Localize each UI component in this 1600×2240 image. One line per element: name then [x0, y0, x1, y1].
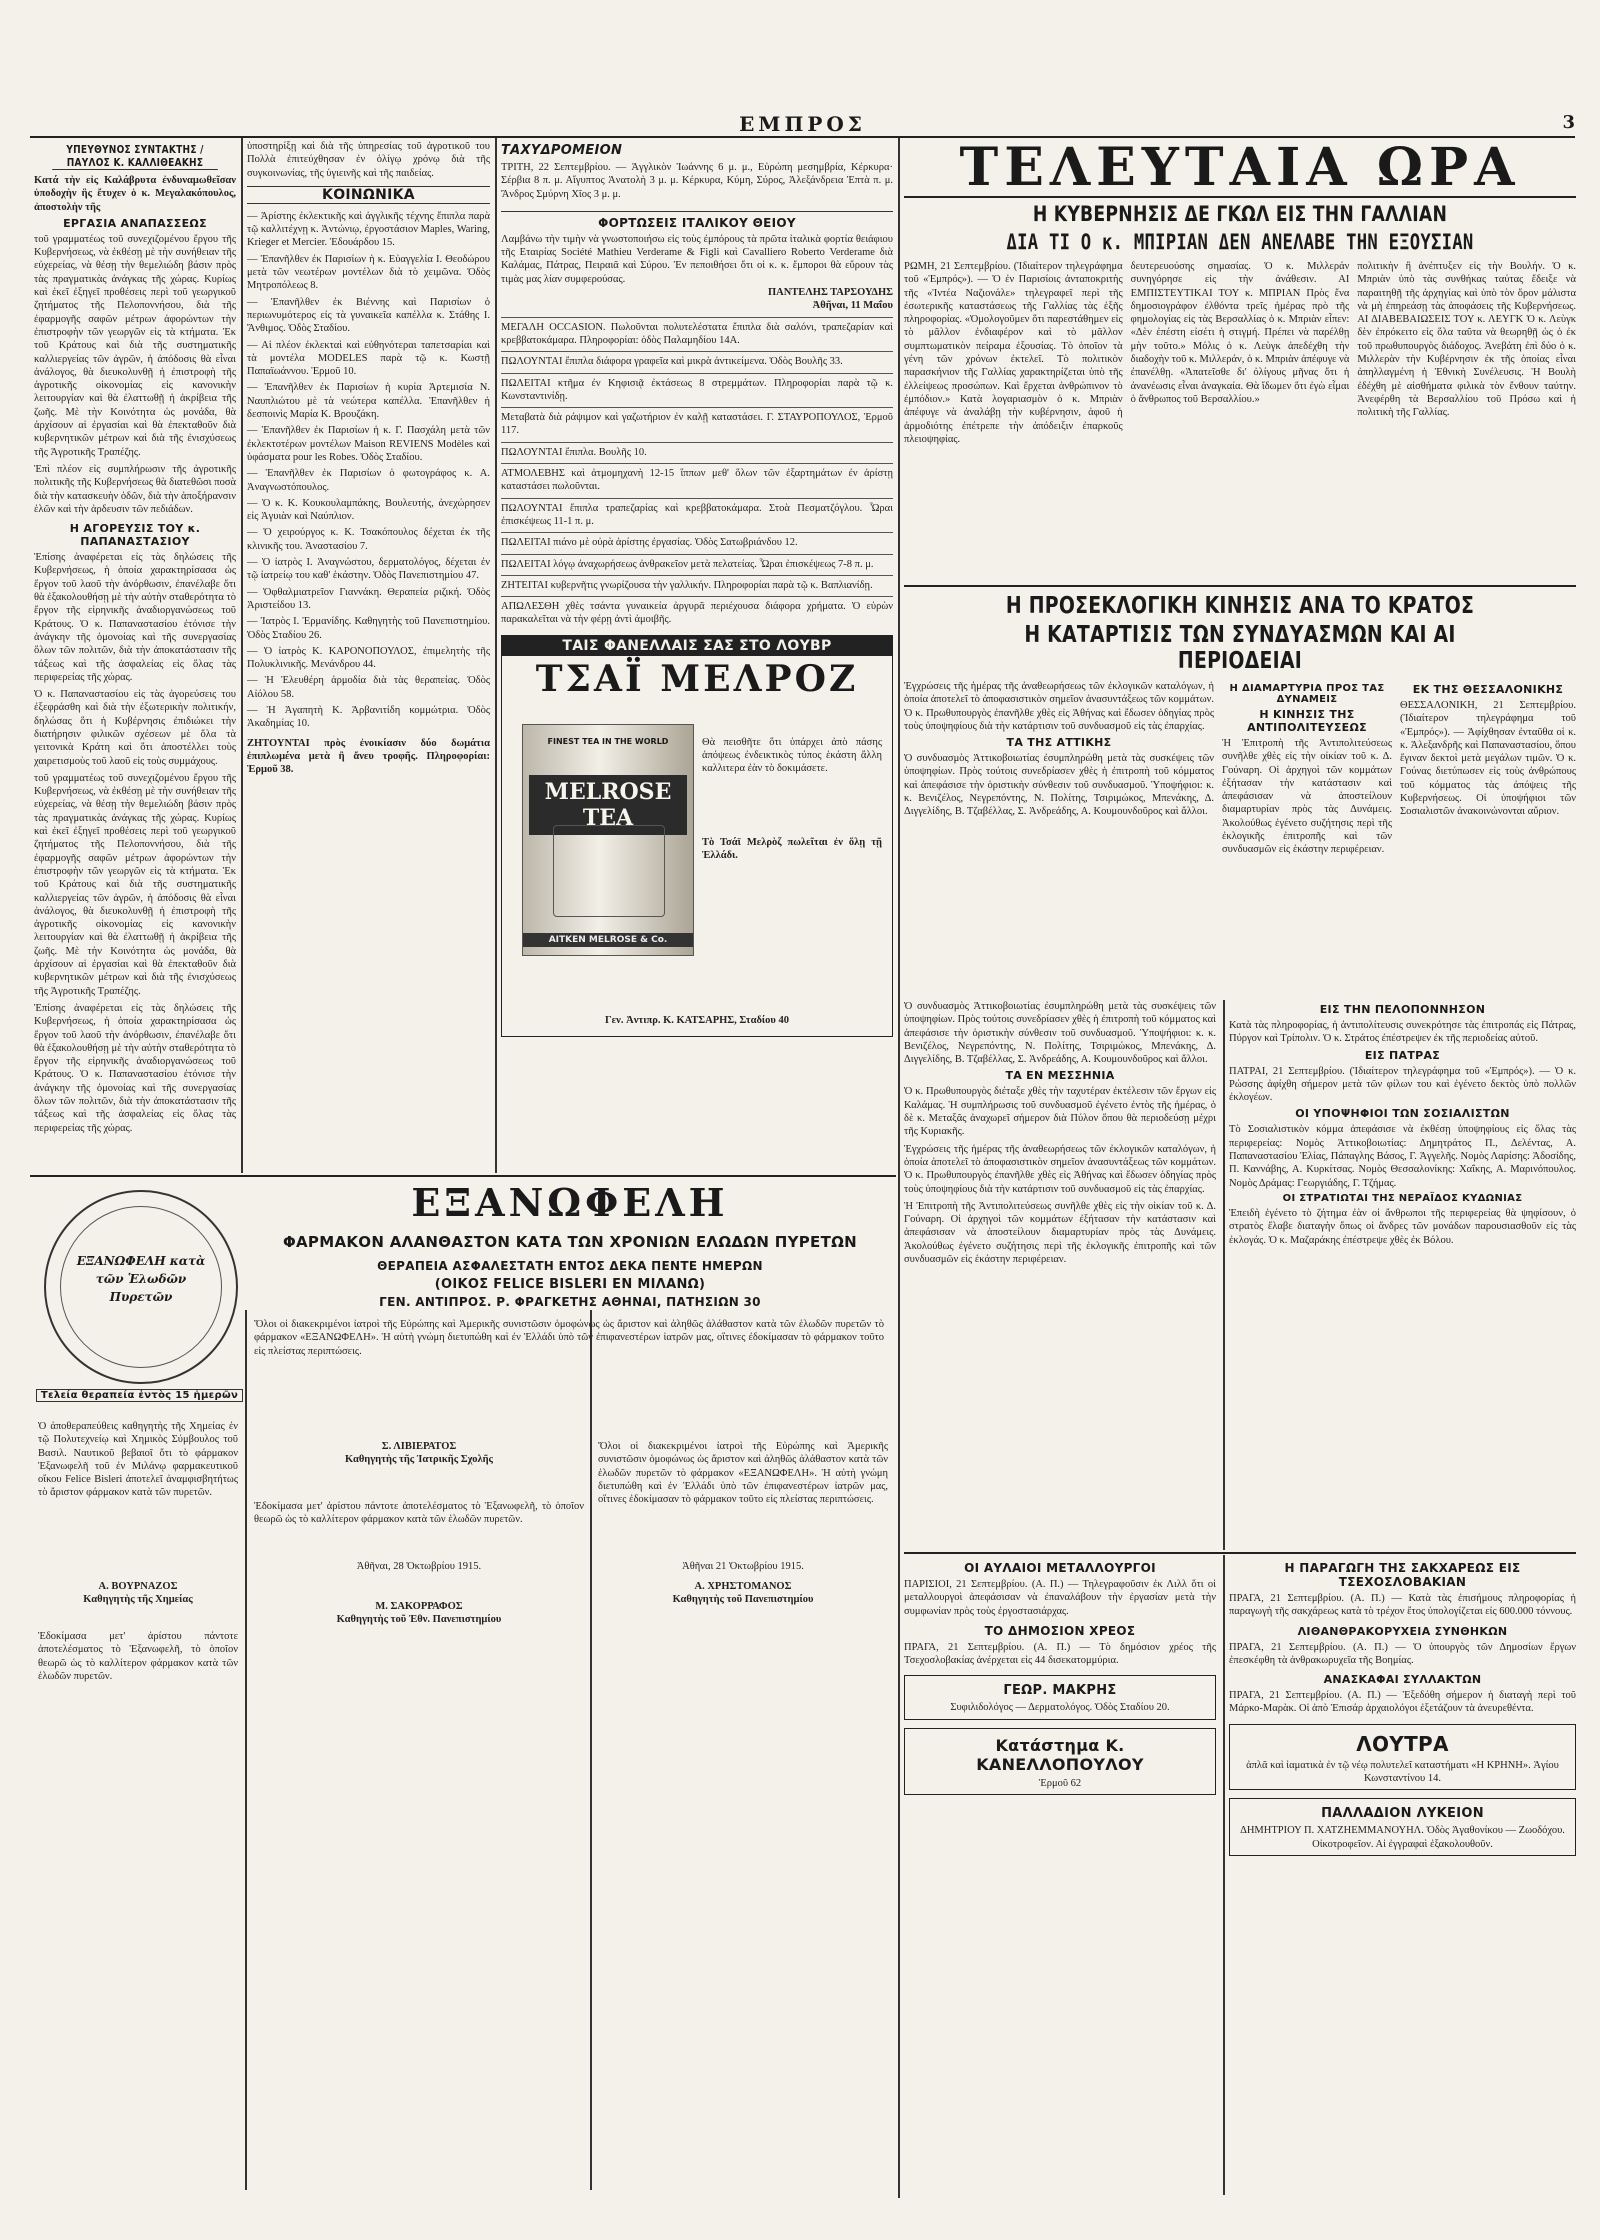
social-notice: — Ὁ ἰατρὸς Ι. Ἀναγνώστου, δερματολόγος, δέχεται ἐν τῷ ἰατρείῳ του καθ' ἑκάστην. Ὁδὸς Πανεπιστημίου 47. — [247, 557, 490, 582]
social-notice: — Ὀφθαλμιατρεῖον Γιαννάκη. Θεραπεία ριζική. Ὁδὸς Ἀριστείδου 13. — [247, 586, 490, 611]
main-subheadline-1: Η ΚΥΒΕΡΝΗΣΙΣ ΔΕ ΓΚΩΛ ΕΙΣ ΤΗΝ ΓΑΛΛΙΑΝ — [1032, 202, 1448, 226]
news-body-5: ΠΡΑΓΑ, 21 Σεπτεμβρίου. (Α. Π.) — Ἐξεδόθη σήμερον ἡ διαταγὴ περὶ τοῦ Μάρκο-Μαρὰκ. Οἱ ἀπὸ Ἐπισάρ ἀρχαιολόγοι ἐξετάζουν τὰ ἀνευρεθέντα. — [1229, 1690, 1576, 1715]
election-body-attica: Ὁ συνδυασμὸς Ἀττικοβοιωτίας ἐσυμπληρώθη μετὰ τὰς συσκέψεις τῶν ὑποψηφίων. Πρὸς τούτοις συνεδρίασεν χθὲς ἡ ἐπιτροπὴ τοῦ κόμματος καὶ ἀπεφάσισε τὴν ὁριστικὴν σύνθεσιν τοῦ συνδυασμοῦ. Ὑποψήφιοι: κ. κ. Βενιζέλος, Νεγρεπόντης, Ν. Πολίτης, Τσιριμώκος, Μπενάκης, Δ. Διγγελίδης, Β. Τζαβέλλας, Σ. Ἀνδρεάδης, Α. Κουμουνδοῦρος καὶ ἄλλοι. — [904, 753, 1214, 818]
bisleri-ad — [30, 1180, 896, 2210]
election-sub-protest: Η ΔΙΑΜΑΡΤΥΡΙΑ ΠΡΟΣ ΤΑΣ ΔΥΝΑΜΕΙΣ — [1229, 683, 1385, 705]
bisleri-signature-mid-3: Μ. ΣΑΚΟΡΡΑΦΟΣ Καθηγητὴς τοῦ Ἐθν. Πανεπιστημίου — [336, 1601, 502, 1626]
social-notice: — Ἐπανῆλθεν ἐκ Βιέννης καὶ Παρισίων ὁ περιωνυμότερος εἰς τὰ γυναικεῖα καπέλλα κ. Στάθης Ι. Ἄνθιμος. Ὁδὸς Σταδίου. — [247, 296, 490, 335]
election-continued — [904, 1000, 1216, 1550]
election-body-messinia-3: Ἡ Ἐπιτροπὴ τῆς Ἀντιπολιτεύσεως συνῆλθε χθὲς εἰς τὴν οἰκίαν τοῦ κ. Δ. Γούναρη. Οἱ ἀρχηγοὶ τῶν κομμάτων ἐξήτασαν τὴν κατάστασιν καὶ ἀπεφάσισαν νὰ ἀποστείλουν διαμαρτυρίαν πρὸς τὰς Δυνάμεις. Ἀκολούθως ἐγένετο συζήτησις περὶ τῆς ἐκλογικῆς ἐπιτροπῆς καὶ τῶν συνδυασμῶν εἰς ἑκάστην περιφέρειαν. — [904, 1200, 1216, 1266]
social-heading: ΚΟΙΝΩΝΙΚΑ — [247, 186, 490, 204]
sulfur-ad-heading: ΦΟΡΤΩΣΕΙΣ ΙΤΑΛΙΚΟΥ ΘΕΙΟΥ — [501, 211, 893, 230]
tea-body: Θὰ πεισθῆτε ὅτι ὑπάρχει ἀπὸ πάσης ἀπόψεως ἐνδεικτικὸς τύπος ἑκάστη ἄλλη καλλιτερα ἐὰν τὸ δοκιμάσετε. — [702, 736, 882, 775]
social-notice: — Ἰατρὸς Ι. Ἐρμανίδης. Καθηγητὴς τοῦ Πανεπιστημίου. Ὁδὸς Σταδίου 26. — [247, 616, 490, 641]
news-heading-3: Η ΠΑΡΑΓΩΓΗ ΤΗΣ ΣΑΚΧΑΡΕΩΣ ΕΙΣ ΤΣΕΧΟΣΛΟΒΑΚΙΑΝ — [1284, 1561, 1521, 1589]
election-right-column — [1229, 1000, 1576, 1550]
tea-agent: Γεν. Ἀντιπρ. Κ. ΚΑΤΣΑΡΗΣ, Σταδίου 40 — [605, 1015, 789, 1027]
main-column-a: ΡΩΜΗ, 21 Σεπτεμβρίου. (Ἰδιαίτερον τηλεγράφημα τοῦ «Ἐμπρός»). — Ὁ ἐν Παρισίοις ἀνταποκριτὴς τῆς «Ἰντέα Ναζιονάλε» τηλεγραφεῖ περὶ τῆς ἐσωτερικῆς καταστάσεως τῆς Γαλλίας τὰς ἑξῆς πληροφορίας. «Ὁμολογοῦμεν ὅτι παρεστάθημεν εἰς τὸ μᾶλλον ἐνδιαφέρον καὶ τὸ μᾶλλον συμπτωματικὸν πείραμα ἐξουσίας. Τὸ ὁποῖον τὰ γένη τῶν χρόνων ἐκτελεῖ. Τὸ πολιτικὸν παρασκήνιον τῆς Γαλλίας χαρακτηρίζεται ὑπὸ τῆς ἐλλείψεως προσώπων. Καὶ ἔρχεται ἀνθρώπινον τὸ ἐμπόδιον.» Κατὰ λογαριασμὸν ὁ κ. Μπριὰν ἀπέφυγε νὰ ἀναλάβῃ τὴν κυβέρνησιν, ἀφοῦ ἡ ἀρμοδιότης ἐπέτρεπε τὴν ἀπόδειξιν ἐπαρκοῦς πλειοψηφίας. — [904, 261, 1123, 445]
election-sub-peloponnese: ΕΙΣ ΤΗΝ ΠΕΛΟΠΟΝΝΗΣΟΝ — [1319, 1003, 1486, 1016]
news-heading-2: ΤΟ ΔΗΜΟΣΙΟΝ ΧΡΕΟΣ — [984, 1623, 1136, 1638]
tea-banner: ΤΑΙΣ ΦΑΝΕΛΛΑΙΣ ΣΑΣ ΣΤΟ ΛΟΥΒΡ — [502, 636, 892, 656]
social-notices-list — [247, 210, 490, 731]
social-notice: — Ὁ ἰατρὸς Κ. ΚΑΡΟΝΟΠΟΥΛΟΣ, ἐπιμελητὴς τῆς Πολυκλινικῆς. Μενάνδρου 44. — [247, 645, 490, 671]
column-1-label: ΕΡΓΑΣΙΑ ΑΝΑΠΑΣΣΕΩΣ — [63, 216, 207, 230]
main-headline: ΤΕΛΕΥΤΑΙΑ ΩΡΑ — [904, 140, 1576, 198]
bisleri-signature-right: Α. ΧΡΗΣΤΟΜΑΝΟΣ Καθηγητὴς τοῦ Πανεπιστημίου — [672, 1581, 814, 1606]
classified-ad: ΠΩΛΕΙΤΑΙ κτῆμα ἐν Κηφισιᾷ ἐκτάσεως 8 στρεμμάτων. Πληροφορίαι παρὰ τῷ κ. Κωνσταντινίδῃ. — [501, 373, 893, 404]
classified-ad: ΖΗΤΕΙΤΑΙ κυβερνῆτις γνωρίζουσα τὴν γαλλικήν. Πληροφορίαι παρὰ τῷ κ. Βαπλιανίδῃ. — [501, 575, 893, 592]
election-heading-2: Η ΚΑΤΑΡΤΙΣΙΣ ΤΩΝ ΣΥΝΔΥΑΣΜΩΝ ΚΑΙ ΑΙ ΠΕΡΙΟΔΕΙΑΙ — [1024, 622, 1456, 674]
bisleri-subtitle: ΦΑΡΜΑΚΟΝ ΑΛΑΝΘΑΣΤΟΝ ΚΑΤΑ ΤΩΝ ΧΡΟΝΙΩΝ ΕΛΩΔΩΝ ΠΥΡΕΤΩΝ — [282, 1233, 858, 1251]
bisleri-signature-mid: Σ. ΛΙΒΙΕΡΑΤΟΣ Καθηγητὴς τῆς Ἰατρικῆς Σχολῆς — [345, 1441, 493, 1466]
sulfur-ad-signature: ΠΑΝΤΕΛΗΣ ΤΑΡΣΟΥΔΗΣ Ἀθῆναι, 11 Μαΐου — [767, 287, 893, 312]
election-body-attica-cont: Ὁ συνδυασμὸς Ἀττικοβοιωτίας ἐσυμπληρώθη μετὰ τὰς συσκέψεις τῶν ὑποψηφίων. Πρὸς τούτοις συνεδρίασεν χθὲς ἡ ἐπιτροπὴ τοῦ κόμματος καὶ ἀπεφάσισε τὴν ὁριστικὴν σύνθεσιν τοῦ συνδυασμοῦ. Ὑποψήφιοι: κ. κ. Βενιζέλος, Νεγρεπόντης, Ν. Πολίτης, Τσιριμώκος, Μπενάκης, Δ. Διγγελίδης, Β. Τζαβέλλας, Σ. Ἀνδρεάδης, Α. Κουμουνδοῦρος καὶ ἄλλοι. — [904, 1001, 1216, 1066]
election-section — [904, 585, 1576, 997]
sulfur-ad-body: Λαμβάνω τὴν τιμὴν νὰ γνωστοποιήσω εἰς τοὺς ἐμπόρους τὰ πρῶτα ἰταλικὰ φορτία θειάφιου τῆς Εταιρίας Société Mathieu Verderame & Figli καὶ Cavalliero Roberto Verderame διὰ Καλάμας, Πάτρας, Πειραιᾶ καὶ Σύρου. Ἐν πεποιθήσει ὅτι οἱ κ. κ. ἔμποροι θὰ εὕρουν τὰς τιμὰς μας λίαν συμφερούσας. — [501, 233, 893, 285]
melrose-tea-ad — [501, 635, 893, 1037]
social-notice: — Ἐπανῆλθεν ἐκ Παρισίων ἡ κυρία Ἀρτεμισία Ν. Ναυπλιώτου μὲ τὰ νεώτερα καπέλλα. Ἐπανῆλθεν ἡ δεσποινὶς Μαρία Κ. Βρουζάκη. — [247, 382, 490, 421]
bottom-news-right — [1229, 1558, 1576, 2198]
classified-ad: ΠΩΛΕΙΤΑΙ πιάνο μὲ οὐρὰ ἀρίστης ἐργασίας. Ὁδὸς Σατωβριάνδου 12. — [501, 532, 893, 549]
column-1-lead: Κατά τὴν εἰς Καλάβρυτα ἐνδυναμωθεῖσαν ὑποδοχὴν ἣς ἔτυχεν ὁ κ. Μεγαλακόπουλος, ἀποστολὴν τῆς — [34, 175, 236, 213]
column-1-body-6: Ἐπίσης ἀναφέρεται εἰς τὰς δηλώσεις τῆς Κυβερνήσεως, ἡ ὁποία χαρακτηρίσασα ὡς ἔργον τοῦ λαοῦ τὴν ἀνόρθωσιν, ἐπανέλαβε ὅτι θὰ ἐξακολουθήσῃ μὲ τὴν αὐτὴν σταθερότητα τὸ ἔργον τῆς εἰρηνικῆς ἀναδιοργανώσεως τοῦ Κράτους. Ὁ κ. Παπαναστασίου ἐτόνισε τὴν ἀνάγκην τῆς ὁμονοίας καὶ τῆς συνεργασίας ὅλων τῶν πολιτῶν, διὰ τὴν ἀποκατάστασιν τῆς τάξεως καὶ τῆς ἀσφαλείας εἰς ὅλας τὰς περιφερείας τῆς χώρας. — [34, 1002, 236, 1134]
classified-ad: ΜΕΓΑΛΗ OCCASION. Πωλοῦνται πολυτελέστατα ἔπιπλα διὰ σαλόνι, τραπεζαρίαν καὶ κρεββατοκάμαρα. Πληροφορίαι: ὁδὸς Παλαμηδίου 14Α. — [501, 317, 893, 348]
bottom-news-left — [904, 1558, 1216, 2198]
social-notice: — Ὁ χειρούργος κ. Κ. Τσακόπουλος δέχεται ἐκ τῆς κλινικῆς του. Ἀναστασίου 7. — [247, 527, 490, 552]
bisleri-seal-caption: Τελεία θεραπεία ἐντὸς 15 ἡμερῶν — [36, 1389, 243, 1402]
masthead-title: ΕΜΠΡΟΣ — [739, 112, 866, 136]
soldiers-body: Ἐπειδὴ ἐγένετο τὸ ζήτημα ἐὰν οἱ ἄνθρωποι τῆς περιφερείας θὰ ψηφίσουν, ὁ στρατὸς ἔλαβε διαταγὴν ὅπως οἱ ἄνδρες τῶν μονάδων παρουσιασθοῦν εἰς τὰς ἐκλογάς. Ὁ κ. Μαζαράκης ἐπέστρεψε χθὲς ἐκ Βόλου. — [1229, 1207, 1576, 1246]
tea-title: ΤΣΑΪ ΜΕΛΡΟΖ — [535, 657, 859, 700]
tea-tin-image — [522, 724, 694, 956]
election-sub-attica: ΤΑ ΤΗΣ ΑΤΤΙΚΗΣ — [1006, 736, 1112, 750]
socialists-body: Τὸ Σοσιαλιστικὸν κόμμα ἀπεφάσισε νὰ ἐκθέσῃ ὑποψηφίους εἰς ὅλας τὰς περιφερείας: Νομὸς Ἀττικοβοιωτίας: Δημητράτος Π., Δελέντας, Α. Παπαναστασίου Ἐλίας, Πάπαγλης Βάσος, Γ. Ἀγγελῆς. Νομὸς Λαρίσης: Ἀδοσίδης, Π. Καννάβης, Α. Κυρκίτσας. Νομὸς Θεσσαλονίκης: Χαΐκης, Α. Μαρινόπουλος. Νομὸς Δράμας: Γεωργιάδης, Γ. Τζήμας. — [1229, 1124, 1576, 1189]
column-2 — [247, 140, 490, 1170]
column-1-body-5: τοῦ γραμματέως τοῦ συνεχιζομένου ἔργου τῆς Κυβερνήσεως, νὰ ἐκθέσῃ μὲ τὴν συνήθειαν τῆς εὐχερείας, νὰ θέσῃ τὴν θεμελιώδη βάσιν πρὸς τὰς πραγματικὰς ἀνάγκας τῆς χώρας. Κυρίως καὶ ἐκεῖ ἐξηγεῖ προθέσεις περὶ τοῦ γεωργικοῦ ζητήματος τῆς Πελοποννήσου, διὰ τῆς ἐφαρμογῆς σαφῶν μέτρων ἀφορώντων τὴν ἐπιστροφὴν τῶν γεωργῶν εἰς τὰ κτήματα. Ἐκ τοῦ Κράτους καὶ διὰ τῆς συστηματικῆς καλλιεργείας τῶν ἀγρῶν, ἡ ἀπόδοσις θὰ εἶναι ἀνάλογος, θὰ διευκολυνθῇ ἡ ἐπιστροφὴ τῆς ἀγροτικῆς οἰκονομίας εἰς κανονικὴν λειτουργίαν καὶ θὰ ἐλαττωθῇ ἡ ἀκρίβεια τῆς ζωῆς. Μὲ τὴν Κοινότητα ὡς μονάδα, θὰ ἀρχίσουν αἱ ἐργασίαι καὶ θὰ ἐπεκταθοῦν διὰ κυβερνητικῶν μέτρων καὶ διὰ τῆς ἐνισχύσεως τῆς Ἀγροτικῆς Τραπέζης. — [34, 772, 236, 997]
social-notice: — Αἱ πλέον ἐκλεκταὶ καὶ εὐθηνότεραι ταπετσαρίαι καὶ τὰ μοντέλα MODELES παρὰ τῷ κ. Κωστῇ Παπαϊωάννου. Ἑρμοῦ 10. — [247, 339, 490, 378]
classified-ad: ΠΩΛΟΥΝΤΑΙ ἔπιπλα τραπεζαρίας καὶ κρεββατοκάμαρα. Στοὰ Πεσματζόγλου. Ὧραι ἐπισκέψεως 11-1 π. μ. — [501, 498, 893, 529]
news-heading-5: ΑΝΑΣΚΑΦΑΙ ΣΥΛΛΑΚΤΩΝ — [1323, 1673, 1482, 1687]
makris-ad — [904, 1675, 1216, 1719]
bisleri-body-mid-2: Ἐδοκίμασα μετ' ἀρίστου πάντοτε ἀποτελέσματος τὸ Ἐξανωφελῆ, τὸ ὁποῖον θεωρῶ ὡς τὸ καλλίτερον φάρμακον κατὰ τῶν ἑλωδῶν πυρετῶν. — [254, 1501, 584, 1526]
loutra-ad — [1229, 1724, 1576, 1791]
kanellopoulos-ad-title: Κατάστημα Κ. ΚΑΝΕΛΛΟΠΟΥΛΟΥ — [976, 1735, 1144, 1774]
bisleri-signature-left: Α. ΒΟΥΡΝΑΖΟΣ Καθηγητὴς τῆς Χημείας — [83, 1581, 193, 1606]
post-schedule: ΤΡΙΤΗ, 22 Σεπτεμβρίου. — Ἀγγλικὸν Ἰωάννης 6 μ. μ., Εὐρώπη μεσημβρία, Κέρκυρα· Σέρβια 8 π. μ. Αἴγυπτος Ἀνατολὴ 3 μ. μ. Κέρκυρα, Κύμη, Σύρος, Ἀλεξάνδρεια Ἐπτὰ π. μ. Ἄνδρος Σμύρνη Χῖος 3 μ. μ. — [501, 162, 893, 200]
bisleri-seal-text: ΕΞΑΝΩΦΕΛΗ κατὰ τῶν Ἑλωδῶν Πυρετῶν — [76, 1254, 206, 1304]
thessaloniki-heading: ΕΚ ΤΗΣ ΘΕΣΣΑΛΟΝΙΚΗΣ — [1412, 683, 1564, 696]
palladion-ad-title: ΠΑΛΛΑΔΙΟΝ ΛΥΚΕΙΟΝ — [1321, 1806, 1484, 1822]
social-notice: — Ἐπανῆλθεν ἐκ Παρισίων ἡ κ. Εὐαγγελία Ι. Θεοδώρου μετὰ τῶν νεωτέρων μοντέλων διὰ τὸ χειμῶνα. Ὁδὸς Μητροπόλεως 8. — [247, 253, 490, 292]
election-body-messinia: Ὁ κ. Πρωθυπουργὸς διέταξε χθὲς τὴν ταχυτέραν ἐκτέλεσιν τῶν ἔργων εἰς Καλάμας. Ἡ συμπλήρωσις τοῦ συνδυασμοῦ ἐγένετο ἐντὸς τῆς ἡμέρας, ὁ δὲ κ. Μεταξᾶς ἀναχωρεῖ σήμερον διὰ Πύλον ὅπου θὰ περιοδεύσῃ μέχρι τῆς Κυριακῆς. — [904, 1086, 1216, 1138]
bisleri-title: ΕΞΑΝΩΦΕΛΗ — [411, 1180, 729, 1225]
column-2-tail: ΖΗΤΟΥΝΤΑΙ πρὸς ἐνοικίασιν δύο δωμάτια ἐπιπλωμένα μετὰ ἢ ἄνευ τροφῆς. Πληροφορίαι: Ἑρμοῦ 38. — [247, 737, 490, 776]
loutra-ad-body: ἀπλᾶ καὶ ἰαματικὰ ἐν τῷ νέῳ πολυτελεῖ καταστήματι «Η ΚΡΗΝΗ». Ἁγίου Κωνσταντίνου 14. — [1246, 1759, 1559, 1785]
election-body-messinia-2: Ἐγχρώσεις τῆς ἡμέρας τῆς ἀναθεωρήσεως τῶν ἐκλογικῶν καταλόγων, ἡ ὁποία ἀποτελεῖ τὸ ἀποφασιστικὸν σημεῖον ἀνασυντάξεως τῶν κομμάτων. Ὁ κ. Πρωθυπουργὸς ἐπανῆλθε χθὲς εἰς Ἀθήνας καὶ ἔδωσεν ὁδηγίας πρὸς τοὺς ὑποψηφίους διὰ τὴν κατάρτισιν τοῦ συνδυασμοῦ εἰς τὰς ἐπαρχίας. — [904, 1143, 1216, 1195]
election-heading-1: Η ΠΡΟΣΕΚΛΟΓΙΚΗ ΚΙΝΗΣΙΣ ΑΝΑ ΤΟ ΚΡΑΤΟΣ — [1005, 593, 1475, 619]
bisleri-body-mid: Ὅλοι οἱ διακεκριμένοι ἰατροὶ τῆς Εὐρώπης καὶ Ἀμερικῆς συνιστῶσιν ὁμοφώνως ὡς ἄριστον καὶ ἀληθῶς ἀλάθαστον κατὰ τῶν ἑλωδῶν πυρετῶν τὸ φάρμακον «ΕΞΑΝΩΦΕΛΗ». Ἡ αὐτὴ γνώμη διετυπώθη καὶ ἐν Ἑλλάδι ὑπὸ τῶν ἐπιφανεστέρων ἰατρῶν μας, οἵτινες ἐδοκίμασαν τὸ φάρμακον τοῦτο εἰς πλείστας περιπτώσεις. — [254, 1319, 884, 1357]
makris-ad-body: Συφιλιδολόγος — Δερματολόγος. Ὁδὸς Σταδίου 20. — [950, 1702, 1170, 1714]
kanellopoulos-ad-body: Ἑρμοῦ 62 — [1038, 1777, 1082, 1789]
socialists-heading: ΟΙ ΥΠΟΨΗΦΙΟΙ ΤΩΝ ΣΟΣΙΑΛΙΣΤΩΝ — [1295, 1107, 1510, 1121]
social-notice: — Ἐπανῆλθεν ἐκ Παρισίων ἡ κ. Γ. Πασχάλη μετὰ τῶν ἐκλεκτοτέρων μοντέλων Maison REVIENS Modèles καὶ ὑφάσματα pour les Robes. Ὁδὸς Σταδίου. — [247, 425, 490, 463]
palladion-ad-body: ΔΗΜΗΤΡΙΟΥ Π. ΧΑΤΖΗΕΜΜΑΝΟΥΗΛ. Ὁδὸς Ἀγαθονίκου — Ζωοδόχου. Οἰκοτροφεῖον. Αἱ ἐγγραφαὶ ἐξακολουθοῦν. — [1240, 1825, 1565, 1850]
classified-ad: ΑΤΜΟΛΕΒΗΣ καὶ ἀτμομηχανὴ 12-15 ἵππων μεθ' ὅλων τῶν ἐξαρτημάτων ἐν ἀρίστῃ καταστάσει πωλοῦνται. — [501, 463, 893, 494]
news-body-3: ΠΡΑΓΑ, 21 Σεπτεμβρίου. (Α. Π.) — Κατὰ τὰς ἐπισήμους πληροφορίας ἡ παραγωγὴ τῆς σακχάρεως κατὰ τὸ τρέχον ἔτος ὑπολογίζεται εἰς 600.000 τόννους. — [1229, 1593, 1576, 1618]
bisleri-body-left-2: Ἐδοκίμασα μετ' ἀρίστου πάντοτε ἀποτελέσματος τὸ Ἐξανωφελῆ, τὸ ὁποῖον θεωρῶ ὡς τὸ καλλίτερον φάρμακον κατὰ τῶν ἑλωδῶν πυρετῶν. — [38, 1631, 238, 1682]
palladion-ad — [1229, 1798, 1576, 1856]
tea-tin-brand: MELROSE TEA — [529, 775, 687, 835]
social-notice: — Ἐπανῆλθεν ἐκ Παρισίων ὁ φωτογράφος κ. Α. Ἀναγνωστόπουλος. — [247, 468, 490, 493]
bisleri-body-right: Ὅλοι οἱ διακεκριμένοι ἰατροὶ τῆς Εὐρώπης καὶ Ἀμερικῆς συνιστῶσιν ὁμοφώνως ὡς ἄριστον καὶ ἀληθῶς ἀλάθαστον κατὰ τῶν ἑλωδῶν πυρετῶν τὸ φάρμακον «ΕΞΑΝΩΦΕΛΗ». Ἡ αὐτὴ γνώμη διετυπώθη καὶ ἐν Ἑλλάδι ὑπὸ τῶν ἐπιφανεστέρων ἰατρῶν μας, οἵτινες ἐδοκίμασαν τὸ φάρμακον τοῦτο εἰς πλείστας περιπτώσεις. — [598, 1441, 888, 1506]
column-1-body-3: Ἐπίσης ἀναφέρεται εἰς τὰς δηλώσεις τῆς Κυβερνήσεως, ἡ ὁποία χαρακτηρίσασα ὡς ἔργον τοῦ λαοῦ τὴν ἀνόρθωσιν, ἐπανέλαβε ὅτι θὰ ἐξακολουθήσῃ μὲ τὴν αὐτὴν σταθερότητα τὸ ἔργον τῆς εἰρηνικῆς ἀναδιοργανώσεως τοῦ Κράτους. Ὁ κ. Παπαναστασίου ἐτόνισε τὴν ἀνάγκην τῆς ὁμονοίας καὶ τῆς συνεργασίας ὅλων τῶν πολιτῶν, διὰ τὴν ἀποκατάστασιν τῆς τάξεως καὶ τῆς ἀσφαλείας εἰς ὅλας τὰς περιφερείας τῆς χώρας. — [34, 552, 236, 683]
post-heading: ΤΑΧΥΔΡΟΜΕΙΟΝ — [501, 143, 623, 158]
main-column-b: δευτερευούσης σημασίας. Ὁ κ. Μιλλεράν συνηγόρησε εἰς τὴν ἀνάθεσιν. ΑΙ ΕΜΠΙΣΤΕΥΤΙΚΑΙ ΤΟΥ κ. ΜΠΡΙΑΝ Πρὸς ἕνα δημοσιογράφον ἐλθόντα τρεῖς ἡμέρας πρὸ τῆς φημολογίας εἰς τὰς Βερσαλλίας ὁ κ. Μπριὰν εἶπεν: «Δὲν ἐπέστη εἰσέτι ἡ στιγμή. Πρέπει νὰ παρέλθῃ μὴν τοῦτο.» Μόλις ὁ κ. Λεὺγκ ἀπεδέχθη τὴν διαδοχὴν τοῦ κ. Μιλλεράν, ὁ κ. Μπριὰν ἀπέφυγε νὰ ἐπανέλθῃ. «Ἀπατεῖσθε δι' ὀλίγους μῆνας ὅτι ἡ ἀνανέωσις εἶναι ἀναγκαία. Θὰ ἴδωμεν ὅτι ἐγὼ εἶμαι ὁ ἄνθρωπος τοῦ Βερσαλλίου.» — [1130, 261, 1350, 405]
main-story — [904, 140, 1576, 580]
classifieds-list — [501, 317, 893, 627]
main-subheadline-2: ΔΙΑ ΤΙ Ο κ. ΜΠΙΡΙΑΝ ΔΕΝ ΑΝΕΛΑΒΕ ΤΗΝ ΕΞΟΥΣΙΑΝ — [1006, 230, 1474, 254]
thessaloniki-body: ΘΕΣΣΑΛΟΝΙΚΗ, 21 Σεπτεμβρίου. (Ἰδιαίτερον τηλεγράφημα τοῦ «Ἐμπρός»). — Ἀφίχθησαν ἐνταῦθα οἱ κ. κ. Ἀλεξανδρῆς καὶ Παπαναστασίου, ὅπου ἔγιναν δεκτοὶ μετὰ μεγάλων τιμῶν. Ὁ κ. Γούνας διετύπωσεν εἰς τοὺς ἀνθρώπους τοῦ κόμματος τὰς ἀπόψεις τῆς Κυβερνήσεως. Οἱ ὑποψήφιοι τῶν Σοσιαλιστῶν ἀνακοινώνονται αὔριον. — [1400, 700, 1576, 818]
loutra-ad-title: ΛΟΥΤΡΑ — [1356, 1731, 1449, 1756]
news-body-2: ΠΡΑΓΑ, 21 Σεπτεμβρίου. (Α. Π.) — Τὸ δημόσιον χρέος τῆς Τσεχοσλοβακίας ἀνέρχεται εἰς 44 δισεκατομμύρια. — [904, 1641, 1216, 1667]
news-heading-1: ΟΙ ΑΥΛΑΙΟΙ ΜΕΤΑΛΛΟΥΡΓΟΙ — [964, 1561, 1156, 1575]
column-3 — [501, 140, 893, 1175]
classified-ad: ΠΩΛΟΥΝΤΑΙ ἔπιπλα διάφορα γραφεῖα καὶ μικρὰ ἀντικείμενα. Ὁδὸς Βουλῆς 33. — [501, 351, 893, 368]
main-column-c: πολιτικὴν ἢ ἀνέπτυξεν εἰς τὴν Βουλήν. Ὁ κ. Μπριὰν ὑπὸ τὰς συνθήκας ταύτας ἔδειξε νὰ παραιτηθῇ τῆς ἀρχηγίας καὶ ὑπὸ τὸν ὅρον μάλιστα νὰ μὴ ἐπηρεάσῃ τὰς ἀποφάσεις τῆς Κυβερνήσεως. ΑΙ ΔΙΑΒΕΒΑΙΩΣΕΙΣ ΤΟΥ κ. ΛΕΥΓΚ Ὁ κ. Λεὺγκ δὲν ἐπρόκειτο εἰς ὅλα ταῦτα νὰ θεωρηθῇ ὡς ὁ ἐκ τοῦ πρωθυπουργὸς διάδοχος. Ἀνεβάτη ἐπὶ δύο ὁ κ. Μιλλερὰν τὴν Κυβέρνησιν ἐκ τῆς ὁποίας εἶναι ἀπηλλαγμένη ἡ Ἐθνικὴ Συνέλευσις. Ἡ Βουλὴ ἐδέχθη μὲ αἰσθήματα φιλικὰ τὸν ἔνθουν ταύτην. Ἀνεφέρθη τὰ Βερσαλλίου τοῦ Πρόσω καὶ ἡ πολιτικὴ τῆς Γαλλίας. — [1357, 261, 1576, 419]
social-notice: — Ὁ κ. Κ. Κουκουλαμπάκης, Βουλευτής, ἀνεχώρησεν εἰς Ἀγυιὰν καὶ Ναύπλιον. — [247, 497, 490, 523]
bisleri-line-4: ΓΕΝ. ΑΝΤΙΠΡΟΣ. Ρ. ΦΡΑΓΚΕΤΗΣ ΑΘΗΝΑΙ, ΠΑΤΗΣΙΩΝ 30 — [379, 1295, 761, 1309]
bisleri-date-mid: Ἀθῆναι, 28 Ὀκτωβρίου 1915. — [356, 1561, 482, 1572]
news-body-4: ΠΡΑΓΑ, 21 Σεπτεμβρίου. (Α. Π.) — Ὁ ὑπουργὸς τῶν Δημοσίων ἔργων ἐπεσκέφθη τὰ ἀνθρακωρυχεῖα τῆς Βοημίας. — [1229, 1641, 1576, 1666]
column-1-body-2: Ἐπὶ πλέον εἰς συμπλήρωσιν τῆς ἀγροτικῆς πολιτικῆς τῆς Κυβερνήσεως θὰ διατεθῶσι ποσὰ διὰ τὴν κατασκευὴν ὁδῶν, διὰ τὴν ἀποξήρανσιν ἑλῶν καὶ τὴν ἀρδευσιν τῶν πεδιάδων. — [34, 463, 236, 515]
masthead — [30, 112, 1575, 138]
tea-footnote: Τὸ Τσάϊ Μελρὸζ πωλεῖται ἐν ὅλῃ τῇ Ἑλλάδι. — [702, 836, 882, 862]
election-sub-messinia: ΤΑ ΕΝ ΜΕΣΣΗΝΙΑ — [1005, 1069, 1115, 1083]
column-1-header: ΥΠΕΥΘΥΝΟΣ ΣΥΝΤΑΚΤΗΣ / ΠΑΥΛΟΣ Κ. ΚΑΛΛΙΘΕΑΚΗΣ — [52, 143, 218, 170]
classified-ad: ΑΠΩΛΕΣΘΗ χθὲς τσάντα γυναικεία ἀργυρᾶ περιέχουσα διάφορα χρήματα. Ὁ εὑρὼν παρακαλεῖται νὰ τὴν φέρῃ ἀντὶ ἀμοιβῆς. — [501, 596, 893, 627]
social-notice: — Ἀρίστης ἐκλεκτικῆς καὶ ἀγγλικῆς τέχνης ἔπιπλα παρὰ τῷ καλλιτέχνῃ κ. Ἀντώνιῳ, ἐργοστάσιον Maples, Waring, Krieger et Mercier. Ἐδουάρδου 15. — [247, 210, 490, 249]
election-body-peloponnese: Κατὰ τὰς πληροφορίας, ἡ ἀντιπολίτευσις συνεκρότησε τὰς ἐπιτροπάς εἰς Πάτρας, Πύργον καὶ Τρίπολιν. Ὁ κ. Στράτος ἐπέστρεψεν ἐκ τῆς περιοδείας αὐτοῦ. — [1229, 1020, 1576, 1045]
bisleri-line-2: ΘΕΡΑΠΕΙΑ ΑΣΦΑΛΕΣΤΑΤΗ ΕΝΤΟΣ ΔΕΚΑ ΠΕΝΤΕ ΗΜΕΡΩΝ — [377, 1259, 763, 1273]
bisleri-body-left: Ὁ ἀποθεραπεύθεις καθηγητὴς τῆς Χημείας ἐν τῷ Πολυτεχνείῳ καὶ Χημικὸς Σύμβουλος τοῦ Βασιλ. Ναυτικοῦ βεβαιοῖ ὅτι τὸ φάρμακον Ἐξανωφελῆ τοῦ ἐν Μιλάνῳ φαρμακευτικοῦ οἴκου Felice Bisleri ἀποτελεῖ ἀναμφισβητήτως τὸ ἄριστον φάρμακον κατὰ τῶν πυρετῶν. — [38, 1421, 238, 1499]
tea-tin-bottom-text: AITKEN MELROSE & Co. — [523, 933, 693, 947]
news-body-1: ΠΑΡΙΣΙΟΙ, 21 Σεπτεμβρίου. (Α. Π.) — Τηλεγραφοῦσιν ἐκ Λιλλ ὅτι οἱ μεταλλουργοὶ ἀπεφάσισαν νὰ ἐπαναλάβουν τὴν ἐργασίαν μετὰ τὴν συμφωνίαν πρὸς τοὺς ἐργοστασιάρχας. — [904, 1579, 1216, 1617]
news-heading-4: ΛΙΘΑΝΘΡΑΚΟΡΥΧΕΙΑ ΣΥΝΘΗΚΩΝ — [1297, 1624, 1508, 1638]
bisleri-seal-image — [44, 1190, 238, 1384]
election-sub-patras: ΕΙΣ ΠΑΤΡΑΣ — [1364, 1048, 1441, 1062]
bisleri-date-right: Ἀθῆναι 21 Ὀκτωβρίου 1915. — [682, 1561, 804, 1572]
column-1-body-1: τοῦ γραμματέως τοῦ συνεχιζομένου ἔργου τῆς Κυβερνήσεως, νὰ ἐκθέσῃ μὲ τὴν συνήθειαν τῆς εὐχερείας, νὰ θέσῃ τὴν θεμελιώδη βάσιν πρὸς τὰς πραγματικὰς ἀνάγκας τῆς χώρας. Κυρίως καὶ ἐκεῖ ἐξηγεῖ προθέσεις περὶ τοῦ γεωργικοῦ ζητήματος τῆς Πελοποννήσου, διὰ τῆς ἐφαρμογῆς σαφῶν μέτρων ἀφορώντων τὴν ἐπιστροφὴν τῶν γεωργῶν εἰς τὰ κτήματα. Ἐκ τοῦ Κράτους καὶ διὰ τῆς συστηματικῆς καλλιεργείας τῶν ἀγρῶν, ἡ ἀπόδοσις θὰ εἶναι ἀνάλογος, θὰ διευκολυνθῇ ἡ ἐπιστροφὴ τῆς ἀγροτικῆς οἰκονομίας εἰς κανονικὴν λειτουργίαν καὶ θὰ ἐλαττωθῇ ἡ ἀκρίβεια τῆς ζωῆς. Μὲ τὴν Κοινότητα ὡς μονάδα, θὰ ἀρχίσουν αἱ ἐργασίαι καὶ θὰ ἐπεκταθοῦν διὰ κυβερνητικῶν μέτρων καὶ διὰ τῆς ἐνισχύσεως τῆς Ἀγροτικῆς Τραπέζης. — [34, 233, 236, 458]
classified-ad: ΠΩΛΕΙΤΑΙ λόγῳ ἀναχωρήσεως ἀνθρακεῖον μετὰ πελατείας. Ὧραι ἐπισκέψεως 7-8 π. μ. — [501, 554, 893, 571]
social-notice: — Ἡ Ἀγαπητὴ Κ. Ἀρβανιτίδη κομμώτρια. Ὁδὸς Ἀκαδημίας 10. — [247, 704, 490, 730]
tea-tin-top-text: FINEST TEA IN THE WORLD — [547, 736, 669, 746]
kanellopoulos-ad — [904, 1728, 1216, 1795]
election-body-patras: ΠΑΤΡΑΙ, 21 Σεπτεμβρίου. (Ἰδιαίτερον τηλεγράφημα τοῦ «Ἐμπρός»). — Ὁ κ. Ρώσσης ἀφίχθη σήμερον μετὰ τῶν φίλων του καὶ ἐγένετο δεκτὸς ὑπὸ πολλῶν ἐκλογέων. — [1229, 1065, 1576, 1104]
column-2-body: ὑποστηρίξῃ καὶ διὰ τῆς ὑπηρεσίας τοῦ ἀγροτικοῦ του Πολλὰ ἐπιτεύχθησαν ἐν ὁλίγῳ χρόνῳ διὰ τῆς συγκοινωνίας, τῆς ὑγιεινῆς καὶ τῆς παιδείας. — [247, 141, 490, 179]
social-notice: — Ἡ Ἐλευθέρη ἀρμοδία διὰ τὰς θεραπείας. Ὁδὸς Αἰόλου 58. — [247, 675, 490, 700]
column-1-body-4: Ὁ κ. Παπαναστασίου εἰς τὰς ἀγορεύσεις του ἐξεφράσθη καὶ διὰ τὴν ἐξωτερικὴν πολιτικήν, δηλώσας ὅτι ἡ Κυβέρνησις ἐπιδιώκει τὴν διατήρησιν φιλικῶν σχέσεων μὲ ὅλα τὰ γειτονικὰ Κράτη καὶ ὅτι ἀποστέλλει τοὺς χαιρετισμοὺς τοῦ λαοῦ εἰς τοὺς συμμάχους. — [34, 689, 236, 767]
column-1 — [34, 140, 236, 1170]
soldiers-heading: ΟΙ ΣΤΡΑΤΙΩΤΑΙ ΤΗΣ ΝΕΡΑΪΔΟΣ ΚΥΔΩΝΙΑΣ — [1282, 1192, 1523, 1204]
classified-ad: Μεταβατὰ διὰ ράψιμον καὶ γαζωτήριον ἐν καλῇ καταστάσει. Γ. ΣΤΑΥΡΟΠΟΥΛΟΣ, Ἑρμοῦ 117. — [501, 407, 893, 438]
column-1-heading-2: Η ΑΓΟΡΕΥΣΙΣ ΤΟΥ κ. ΠΑΠΑΝΑΣΤΑΣΙΟΥ — [69, 522, 201, 549]
election-intro: Ἐγχρώσεις τῆς ἡμέρας τῆς ἀναθεωρήσεως τῶν ἐκλογικῶν καταλόγων, ἡ ὁποία ἀποτελεῖ τὸ ἀποφασιστικὸν σημεῖον ἀνασυντάξεως τῶν κομμάτων. Ὁ κ. Πρωθυπουργὸς ἐπανῆλθε χθὲς εἰς Ἀθήνας καὶ ἔδωσεν ὁδηγίας πρὸς τοὺς ὑποψηφίους διὰ τὴν κατάρτισιν τοῦ συνδυασμοῦ εἰς τὰς ἐπαρχίας. — [904, 681, 1214, 732]
bisleri-line-3: (ΟΙΚΟΣ FELICE BISLERI ΕΝ ΜΙΛΑΝΩ) — [434, 1277, 706, 1292]
election-body-opposition: Ἡ Ἐπιτροπὴ τῆς Ἀντιπολιτεύσεως συνῆλθε χθὲς εἰς τὴν οἰκίαν τοῦ κ. Δ. Γούναρη. Οἱ ἀρχηγοὶ τῶν κομμάτων ἐξήτασαν τὴν κατάστασιν καὶ ἀπεφάσισαν νὰ ἀποστείλουν διαμαρτυρίαν πρὸς τὰς Δυνάμεις. Ἀκολούθως ἐγένετο συζήτησις περὶ τῆς ἐκλογικῆς ἐπιτροπῆς καὶ τῶν συνδυασμῶν εἰς ἑκάστην περιφέρειαν. — [1222, 738, 1392, 856]
makris-ad-title: ΓΕΩΡ. ΜΑΚΡΗΣ — [1003, 1683, 1117, 1699]
election-sub-opposition: Η ΚΙΝΗΣΙΣ ΤΗΣ ΑΝΤΙΠΟΛΙΤΕΥΣΕΩΣ — [1247, 708, 1367, 734]
tea-tin-panel — [553, 825, 665, 917]
classified-ad: ΠΩΛΟΥΝΤΑΙ ἔπιπλα. Βουλῆς 10. — [501, 442, 893, 459]
page-number: 3 — [1562, 112, 1575, 133]
